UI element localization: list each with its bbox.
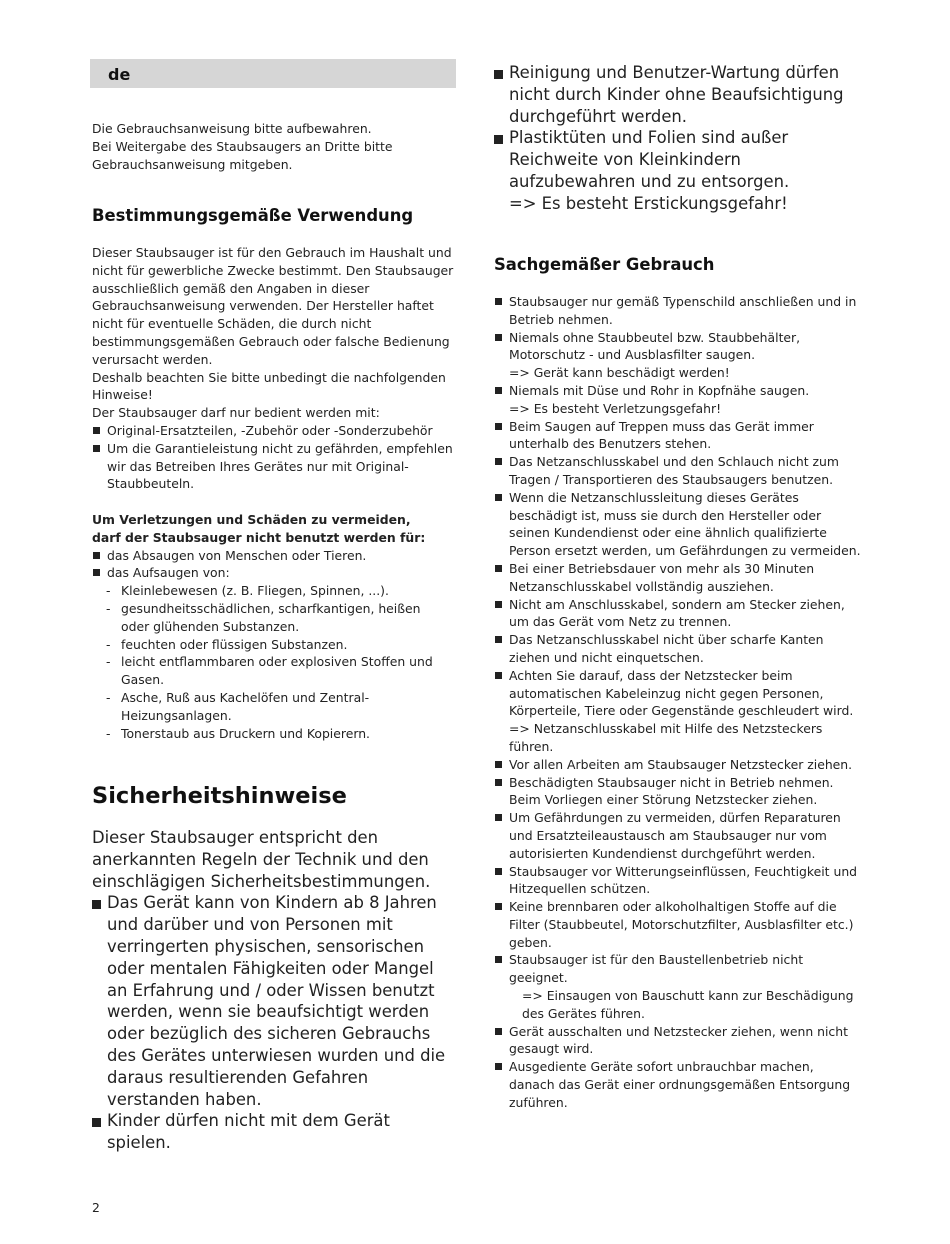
warning-bullet-list	[92, 547, 437, 743]
page-number: 2	[92, 1200, 100, 1215]
warning-title: Um Verletzungen und Schäden zu vermeiden, darf der Staubsauger nicht benutzt werden für:	[92, 512, 426, 545]
intro-text	[92, 120, 422, 173]
intro-line-2: Bei Weitergabe des Staubsaugers an Dritte bitte Gebrauchsanweisung mitgeben.	[92, 138, 393, 172]
proper-use-item-note: => Es besteht Verletzungsgefahr!	[509, 400, 722, 416]
safety-bullet-text: Plastiktüten und Folien sind außer Reichweite von Kleinkindern aufzubewahren und zu entsorgen.	[509, 128, 790, 191]
safety-bullet-note: => Es besteht Erstickungsgefahr!	[509, 193, 788, 213]
proper-use-section	[494, 293, 862, 1112]
safety-bullet-list-left	[92, 892, 454, 1154]
proper-use-item-text: Niemals mit Düse und Rohr in Kopfnähe saugen.	[509, 382, 810, 398]
proper-use-item-note: => Netzanschlusskabel mit Hilfe des Netzsteckers führen.	[509, 721, 823, 754]
safety-heading: Sicherheitshinweise	[92, 783, 347, 809]
safety-bullet	[494, 127, 854, 214]
proper-use-item: Bei einer Betriebsdauer von mehr als 30 Minuten Netzanschlusskabel vollständig ausziehen.	[494, 560, 862, 596]
usage-paragraph-1: Dieser Staubsauger ist für den Gebrauch im Haushalt und nicht für gewerbliche Zwecke bestimmt. Den Staubsauger ausschließlich gemäß den Angaben in dieser Gebrauchsanweisung verwenden. Der Hersteller haftet nicht für eventuelle Schäden, die durch nicht bestimmungsgemäßen Gebrauch oder falsche Bedienung verursacht werden.	[92, 245, 454, 367]
proper-use-item: Beschädigten Staubsauger nicht in Betrieb nehmen. Beim Vorliegen einer Störung Netzstecker ziehen.	[494, 774, 862, 810]
proper-use-item: Nicht am Anschlusskabel, sondern am Stecker ziehen, um das Gerät vom Netz zu trennen.	[494, 596, 862, 632]
proper-use-item	[494, 329, 862, 382]
intro-line-1: Die Gebrauchsanweisung bitte aufbewahren.	[92, 121, 372, 136]
proper-use-item: Ausgediente Geräte sofort unbrauchbar machen, danach das Gerät einer ordnungsgemäßen Entsorgung zuführen.	[494, 1058, 862, 1111]
usage-paragraph-2: Deshalb beachten Sie bitte unbedingt die nachfolgenden Hinweise!	[92, 369, 446, 403]
safety-bullet: Das Gerät kann von Kindern ab 8 Jahren und darüber und von Personen mit verringerten physischen, sensorischen oder mentalen Fähigkeiten oder Mangel an Erfahrung und / oder Wissen benutzt werden, wenn sie beaufsichtigt werden oder bezüglich des sicheren Gebrauchs des Gerätes unterwiesen wurden und die daraus resultierenden Gefahren verstanden haben.	[92, 892, 454, 1110]
proper-use-item: Keine brennbaren oder alkoholhaltigen Stoffe auf die Filter (Staubbeutel, Motorschutzfilter, Ausblasfilter etc.) geben.	[494, 898, 862, 951]
proper-use-item-note: => Gerät kann beschädigt werden!	[509, 365, 730, 381]
safety-bullet: Kinder dürfen nicht mit dem Gerät spielen.	[92, 1110, 454, 1154]
proper-use-item-note: => Einsaugen von Bauschutt kann zur Beschädigung des Gerätes führen.	[522, 988, 854, 1021]
safety-section-left	[92, 827, 454, 1154]
usage-bullet: Um die Garantieleistung nicht zu gefährden, empfehlen wir das Betreiben Ihres Gerätes nur mit Original-Staubbeuteln.	[92, 440, 454, 493]
safety-bullet-list-right	[494, 62, 854, 215]
proper-use-item: Gerät ausschalten und Netzstecker ziehen, wenn nicht gesaugt wird.	[494, 1023, 862, 1059]
proper-use-heading: Sachgemäßer Gebrauch	[494, 255, 715, 274]
safety-section-right	[494, 62, 854, 215]
usage-paragraph-3: Der Staubsauger darf nur bedient werden mit:	[92, 405, 380, 421]
proper-use-item	[494, 667, 862, 756]
proper-use-item: Staubsauger vor Witterungseinflüssen, Feuchtigkeit und Hitzequellen schützen.	[494, 863, 862, 899]
proper-use-item: Wenn die Netzanschlussleitung dieses Gerätes beschädigt ist, muss sie durch den Hersteller oder seinen Kundendienst oder eine ähnlich qualifizierte Person ersetzt werden, um Gefährdungen zu vermeiden.	[494, 489, 862, 560]
proper-use-item-text: Achten Sie darauf, dass der Netzstecker beim automatischen Kabeleinzug nicht gegen Personen, Körperteile, Tiere oder Gegenstände geschleudert wird.	[509, 667, 854, 719]
proper-use-item-text: Staubsauger ist für den Baustellenbetrieb nicht geeignet.	[509, 952, 804, 986]
usage-section	[92, 244, 454, 493]
warning-bullet: das Aufsaugen von:	[92, 564, 437, 582]
proper-use-item	[494, 951, 862, 1022]
sub-item: - Asche, Ruß aus Kachelöfen und Zentral-Heizungsanlagen.	[92, 689, 437, 725]
language-tag: de	[108, 65, 131, 84]
warning-bullet: das Absaugen von Menschen oder Tieren.	[92, 547, 437, 565]
proper-use-item-text: Niemals ohne Staubbeutel bzw. Staubbehälter, Motorschutz - und Ausblasfilter saugen.	[509, 329, 801, 363]
proper-use-item: Das Netzanschlusskabel nicht über scharfe Kanten ziehen und nicht einquetschen.	[494, 631, 862, 667]
sub-item: - Tonerstaub aus Druckern und Kopierern.	[92, 725, 437, 743]
proper-use-item: Um Gefährdungen zu vermeiden, dürfen Reparaturen und Ersatzteileaustausch am Staubsauger nur vom autorisierten Kundendienst durchgeführt werden.	[494, 809, 862, 862]
sub-item: - feuchten oder flüssigen Substanzen.	[92, 636, 437, 654]
usage-heading: Bestimmungsgemäße Verwendung	[92, 206, 414, 225]
language-tag-bar	[90, 59, 456, 88]
proper-use-item: Beim Saugen auf Treppen muss das Gerät immer unterhalb des Benutzers stehen.	[494, 418, 862, 454]
sub-item: - gesundheitsschädlichen, scharfkantigen, heißen oder glühenden Substanzen.	[92, 600, 437, 636]
sub-item: - Kleinlebewesen (z. B. Fliegen, Spinnen, ...).	[92, 582, 437, 600]
usage-bullet-list	[92, 422, 454, 493]
sub-item: - leicht entflammbaren oder explosiven Stoffen und Gasen.	[92, 653, 437, 689]
safety-intro: Dieser Staubsauger entspricht den anerkannten Regeln der Technik und den einschlägigen Sicherheitsbestimmungen.	[92, 828, 431, 891]
proper-use-item	[494, 382, 862, 418]
proper-use-list	[494, 293, 862, 1112]
proper-use-item: Das Netzanschlusskabel und den Schlauch nicht zum Tragen / Transportieren des Staubsaugers benutzen.	[494, 453, 862, 489]
usage-bullet: Original-Ersatzteilen, -Zubehör oder -Sonderzubehör	[92, 422, 454, 440]
proper-use-item: Vor allen Arbeiten am Staubsauger Netzstecker ziehen.	[494, 756, 862, 774]
warning-section	[92, 511, 437, 742]
proper-use-item: Staubsauger nur gemäß Typenschild anschließen und in Betrieb nehmen.	[494, 293, 862, 329]
safety-bullet: Reinigung und Benutzer-Wartung dürfen nicht durch Kinder ohne Beaufsichtigung durchgeführt werden.	[494, 62, 854, 127]
